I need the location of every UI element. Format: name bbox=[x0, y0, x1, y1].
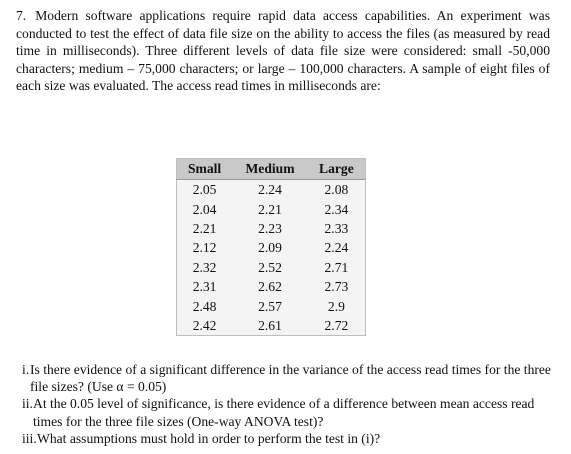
table-row bbox=[177, 238, 366, 257]
table-cell: 2.12 bbox=[192, 240, 217, 256]
table-cell: 2.57 bbox=[258, 298, 282, 314]
table-row bbox=[177, 316, 366, 336]
table-cell: 2.73 bbox=[324, 279, 349, 295]
table-cell: 2.24 bbox=[258, 182, 282, 198]
table-cell: 2.9 bbox=[327, 298, 345, 314]
problem-statement bbox=[16, 7, 550, 95]
table-row bbox=[177, 180, 366, 200]
table-cell: 2.42 bbox=[192, 317, 217, 333]
read-times-table bbox=[176, 158, 366, 336]
table-cell: 2.72 bbox=[324, 317, 349, 333]
question-text: At the 0.05 level of significance, is there evidence of a difference between mean access read times for the three file sizes (One-way ANOVA test)? bbox=[33, 396, 535, 429]
table-row bbox=[177, 199, 366, 218]
column-header-medium: Medium bbox=[232, 159, 308, 180]
table-cell: 2.61 bbox=[258, 317, 282, 333]
question-item bbox=[22, 361, 552, 395]
table-cell: 2.04 bbox=[192, 201, 217, 217]
table-cell: 2.31 bbox=[192, 279, 217, 295]
table-cell: 2.48 bbox=[192, 298, 217, 314]
table-cell: 2.33 bbox=[324, 220, 349, 236]
table-cell: 2.52 bbox=[258, 259, 282, 275]
question-item bbox=[22, 430, 552, 447]
table-cell: 2.05 bbox=[192, 182, 217, 198]
column-header-large: Large bbox=[308, 159, 366, 180]
table-cell: 2.24 bbox=[324, 240, 349, 256]
read-times-table-container bbox=[176, 158, 366, 336]
problem-text: Modern software applications require rapid data access capabilities. An experiment was conducted to test the effect of data file size on the ability to access the files (as measured by read time in milliseconds). Three different levels of data file size were considered: small -50,000 characters; medium – 75,000 characters; or large – 100,000 characters. A sample of eight files of each size was evaluated. The access read times in milliseconds are: bbox=[16, 8, 550, 94]
question-list bbox=[22, 361, 552, 447]
table-cell: 2.71 bbox=[324, 259, 349, 275]
table-cell: 2.09 bbox=[258, 240, 282, 256]
table-row bbox=[177, 258, 366, 277]
question-text: What assumptions must hold in order to perform the test in (i)? bbox=[37, 430, 381, 446]
question-marker: ii. bbox=[22, 396, 33, 412]
table-cell: 2.08 bbox=[324, 182, 349, 198]
table-cell: 2.23 bbox=[258, 220, 282, 236]
table-cell: 2.32 bbox=[192, 259, 217, 275]
question-marker: i. bbox=[22, 362, 30, 377]
table-row bbox=[177, 296, 366, 315]
question-marker: iii. bbox=[22, 430, 37, 446]
table-cell: 2.21 bbox=[192, 220, 217, 236]
question-item bbox=[22, 395, 552, 429]
table-row bbox=[177, 277, 366, 296]
problem-number: 7. bbox=[16, 8, 27, 23]
table-cell: 2.21 bbox=[258, 201, 282, 217]
column-header-small: Small bbox=[177, 159, 233, 180]
table-row bbox=[177, 219, 366, 238]
table-header-row bbox=[177, 159, 366, 180]
question-text: Is there evidence of a significant difference in the variance of the access read times for the three file sizes? (Use α = 0.05) bbox=[30, 362, 551, 395]
table-cell: 2.62 bbox=[258, 279, 282, 295]
table-cell: 2.34 bbox=[324, 201, 349, 217]
